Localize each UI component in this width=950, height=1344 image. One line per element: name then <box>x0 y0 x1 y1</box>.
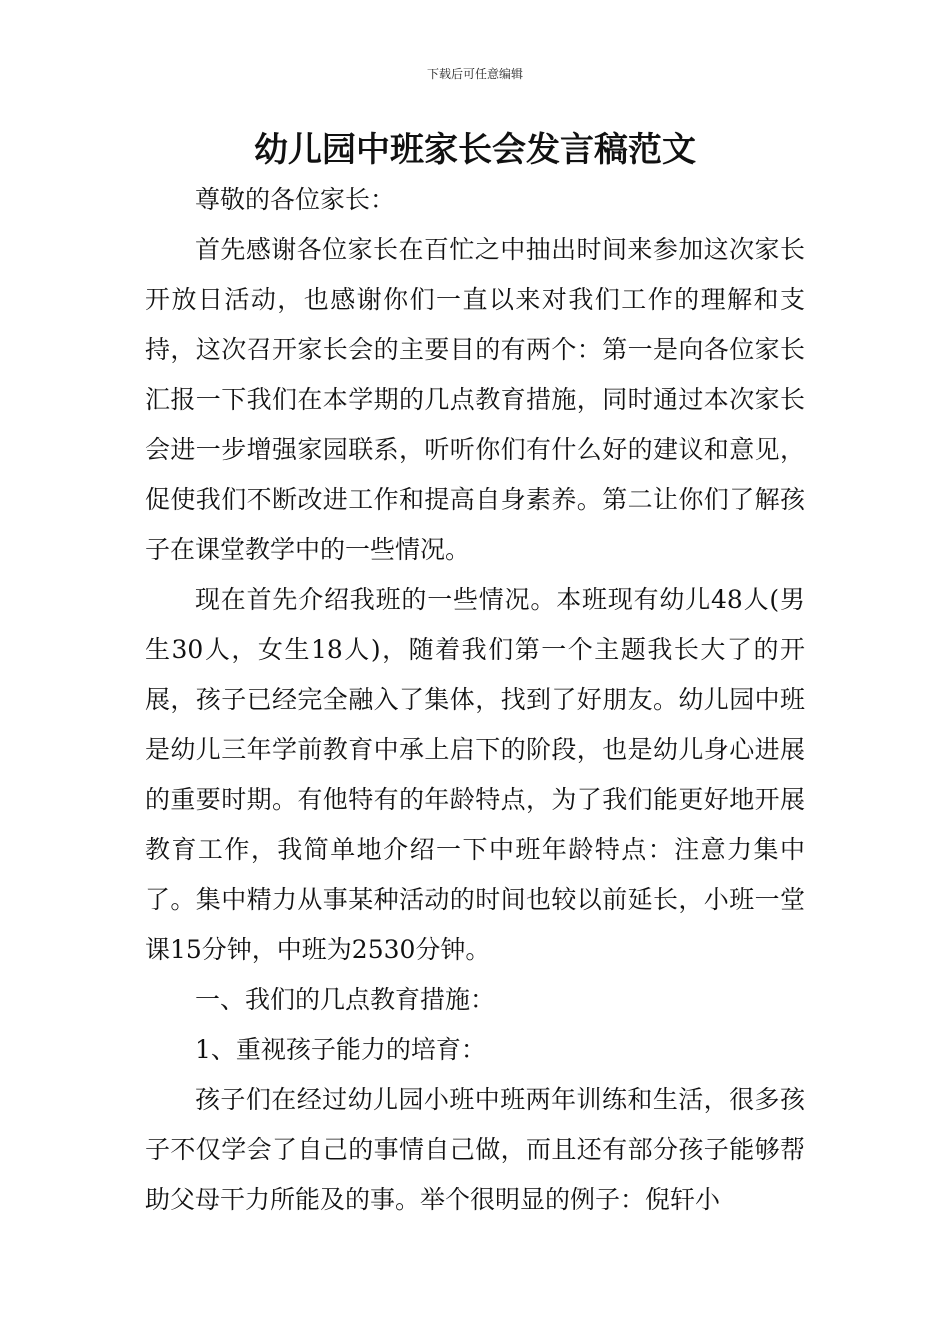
header-note: 下载后可任意编辑 <box>426 67 523 81</box>
salutation: 尊敬的各位家长： <box>195 185 396 214</box>
document-title: 幼儿园中班家长会发言稿范文 <box>254 130 696 170</box>
paragraph-intro: 首先感谢各位家长在百忙之中抽出时间来参加这次家长开放日活动，也感谢你们一直以来对我们工作的理解和支持，这次召开家长会的主要目的有两个：第一是向各位家长汇报一下我们在本学期的几点教育措施，同时通过本次家长会进一步增强家园联系，听听你们有什么好的建议和意见，促使我们不断改进工作和提高自身素养。第二让你们了解孩子在课堂教学中的一些情况。 <box>145 235 805 564</box>
document-body <box>145 175 805 1225</box>
subsection-heading: 1、重视孩子能力的培育： <box>195 1035 486 1064</box>
section-heading: 一、我们的几点教育措施： <box>195 985 496 1014</box>
paragraph-class-info: 现在首先介绍我班的一些情况。本班现有幼儿48人(男生30人，女生18人)，随着我们第一个主题我长大了的开展，孩子已经完全融入了集体，找到了好朋友。幼儿园中班是幼儿三年学前教育中承上启下的阶段，也是幼儿身心进展的重要时期。有他特有的年龄特点，为了我们能更好地开展教育工作，我简单地介绍一下中班年龄特点：注意力集中了。集中精力从事某种活动的时间也较以前延长，小班一堂课15分钟，中班为2530分钟。 <box>145 585 805 964</box>
paragraph-ability: 孩子们在经过幼儿园小班中班两年训练和生活，很多孩子不仅学会了自己的事情自己做，而且还有部分孩子能够帮助父母干力所能及的事。举个很明显的例子：倪轩小 <box>145 1085 805 1214</box>
